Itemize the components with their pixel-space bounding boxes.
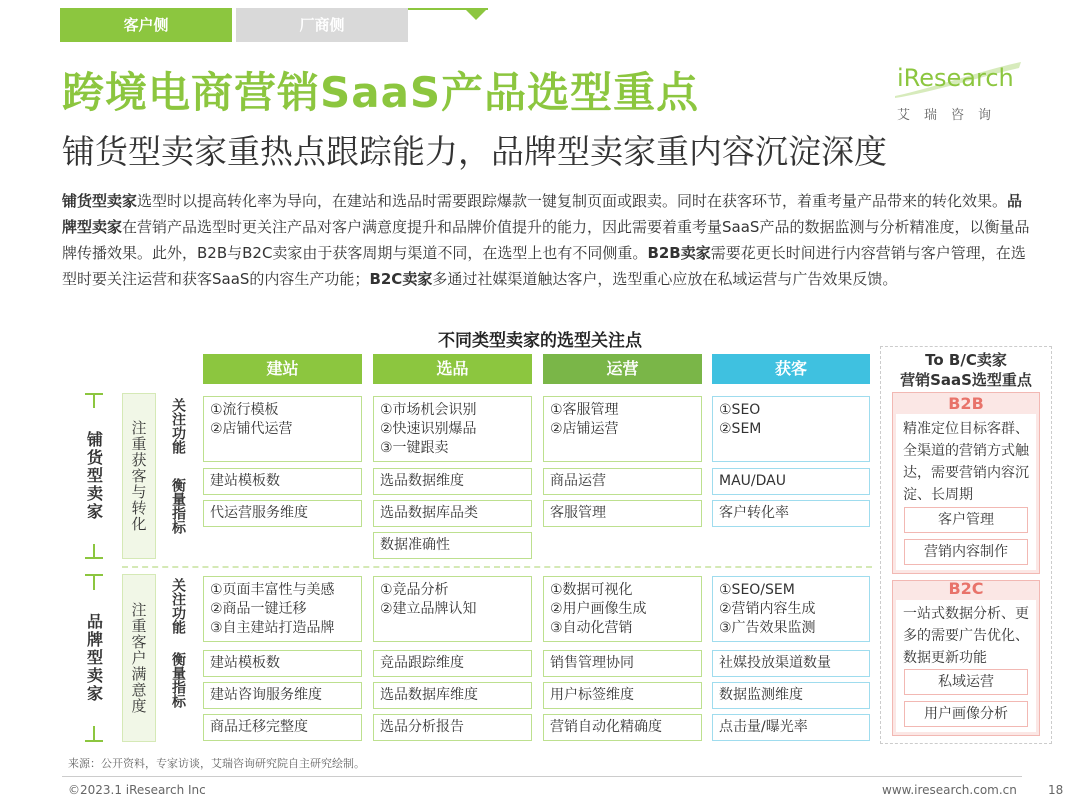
tab-vendor[interactable]: 厂商侧 xyxy=(236,8,408,42)
footer-copyright: ©2023.1 iResearch Inc xyxy=(68,783,206,797)
footer-website: www.iresearch.com.cn xyxy=(882,783,1017,797)
row2-bracket-top xyxy=(85,574,103,576)
row-divider xyxy=(122,566,872,568)
row2-features-xuanpin xyxy=(373,576,532,642)
row1-bracket-bottom xyxy=(85,557,103,559)
metric-cell: 社媒投放渠道数量 xyxy=(712,650,870,677)
row1-attention-label: 关注功能 xyxy=(170,398,186,454)
feature-item: ①数据可视化 xyxy=(550,582,633,598)
para-bold-1: 铺货型卖家 xyxy=(62,192,138,210)
side-title-line1: To B/C卖家 xyxy=(925,351,1007,369)
feature-item: ③自主建站打造品牌 xyxy=(210,620,335,636)
row1-bracket-top xyxy=(85,393,103,395)
intro-paragraph xyxy=(62,188,1030,292)
row2-label: 品牌型卖家 xyxy=(84,613,104,703)
para-bold-3: B2B卖家 xyxy=(647,244,711,262)
row2-metric-label: 衡量指标 xyxy=(170,652,186,708)
tab-arrow-icon xyxy=(466,10,486,20)
metric-cell: 建站模板数 xyxy=(203,468,362,495)
row2-features-jianzhan xyxy=(203,576,362,642)
metric-cell: 选品数据库品类 xyxy=(373,500,532,527)
page-subtitle: 铺货型卖家重热点跟踪能力，品牌型卖家重内容沉淀深度 xyxy=(62,132,887,171)
b2c-head: B2C xyxy=(948,579,984,598)
col-head-jianzhan: 建站 xyxy=(203,354,362,384)
feature-item: ①SEO xyxy=(719,402,761,418)
row1-features-huoke xyxy=(712,396,870,462)
logo-subtext: 艾瑞咨询 xyxy=(897,108,1006,123)
para-bold-4: B2C卖家 xyxy=(369,270,433,288)
row2-attention xyxy=(164,578,192,644)
row2-attention-label: 关注功能 xyxy=(170,578,186,634)
row1-attention xyxy=(164,398,192,462)
b2b-tag-customer-mgmt: 客户管理 xyxy=(904,507,1028,533)
tab-client[interactable]: 客户侧 xyxy=(60,8,232,42)
feature-item: ③广告效果监测 xyxy=(719,620,816,636)
metric-cell: 选品数据库维度 xyxy=(373,682,532,709)
metric-cell: MAU/DAU xyxy=(712,468,870,495)
b2c-tag-persona: 用户画像分析 xyxy=(904,701,1028,727)
iresearch-logo xyxy=(893,60,1023,100)
feature-item: ②商品一键迁移 xyxy=(210,601,307,617)
row1-focus-label: 注重获客与转化 xyxy=(129,420,148,532)
para-text-1: 选型时以提高转化率为导向，在建站和选品时需要跟踪爆款一键复制页面或跟卖。同时在获客环节，着重考量产品带来的转化效果。 xyxy=(137,192,1008,210)
feature-item: ①市场机会识别 xyxy=(380,402,477,418)
feature-item: ③自动化营销 xyxy=(550,620,633,636)
feature-item: ①客服管理 xyxy=(550,402,619,418)
row2-features-huoke xyxy=(712,576,870,642)
feature-item: ①竞品分析 xyxy=(380,582,449,598)
feature-item: ②建立品牌认知 xyxy=(380,601,477,617)
chart-title: 不同类型卖家的选型关注点 xyxy=(438,331,642,351)
row1-features-xuanpin xyxy=(373,396,532,462)
feature-item: ②用户画像生成 xyxy=(550,601,647,617)
metric-cell: 商品运营 xyxy=(543,468,702,495)
row1-label: 铺货型卖家 xyxy=(84,431,104,521)
metric-cell: 客户转化率 xyxy=(712,500,870,527)
metric-cell: 选品分析报告 xyxy=(373,714,532,741)
metric-cell: 选品数据维度 xyxy=(373,468,532,495)
b2b-tag-content: 营销内容制作 xyxy=(904,539,1028,565)
para-text-2: 在营销产品选型时更关注产品对客户满意度提升和品牌价值提升的能力，因此需要着重考量SaaS产品的数据监测与分析精准度，以衡量品牌传播效果。此外，B2B与B2C卖家由于获客周期与渠道不同，在选型上也有不同侧重。 xyxy=(62,218,1030,262)
page-title: 跨境电商营销SaaS产品选型重点 xyxy=(62,68,700,117)
para-bold-2: 品牌型卖家 xyxy=(62,192,1023,236)
footer-source: 来源：公开资料，专家访谈，艾瑞咨询研究院自主研究绘制。 xyxy=(68,757,365,770)
row1-features-jianzhan xyxy=(203,396,362,462)
metric-cell: 建站模板数 xyxy=(203,650,362,677)
row1-features-yunying xyxy=(543,396,702,462)
metric-cell: 数据准确性 xyxy=(373,532,532,559)
feature-item: ②快速识别爆品 xyxy=(380,421,477,437)
row2-features-yunying xyxy=(543,576,702,642)
b2c-tag-private: 私域运营 xyxy=(904,669,1028,695)
feature-item: ①页面丰富性与美感 xyxy=(210,582,335,598)
row2-focus xyxy=(122,574,156,742)
feature-item: ②营销内容生成 xyxy=(719,601,816,617)
metric-cell: 建站咨询服务维度 xyxy=(203,682,362,709)
feature-item: ②店铺运营 xyxy=(550,421,619,437)
metric-cell: 商品迁移完整度 xyxy=(203,714,362,741)
feature-item: ①SEO/SEM xyxy=(719,582,795,598)
footer-page-number: 18 xyxy=(1048,783,1064,797)
col-head-huoke: 获客 xyxy=(712,354,870,384)
metric-cell: 点击量/曝光率 xyxy=(712,714,870,741)
row2-metric xyxy=(164,652,192,732)
metric-cell: 客服管理 xyxy=(543,500,702,527)
col-head-xuanpin: 选品 xyxy=(373,354,532,384)
feature-item: ①流行模板 xyxy=(210,402,279,418)
feature-item: ③一键跟卖 xyxy=(380,440,449,456)
row2-focus-label: 注重客户满意度 xyxy=(129,602,148,714)
logo-text: iResearch xyxy=(897,64,1014,92)
row1-metric-label: 衡量指标 xyxy=(170,478,186,534)
row2-bracket-bottom xyxy=(85,740,103,742)
metric-cell: 销售管理协同 xyxy=(543,650,702,677)
metric-cell: 代运营服务维度 xyxy=(203,500,362,527)
para-text-4: 多通过社媒渠道触达客户，选型重心应放在私域运营与广告效果反馈。 xyxy=(432,270,898,288)
side-title xyxy=(880,350,1052,390)
row1-metric xyxy=(164,478,192,554)
metric-cell: 用户标签维度 xyxy=(543,682,702,709)
side-title-line2: 营销SaaS选型重点 xyxy=(900,371,1032,389)
b2c-text: 一站式数据分析、更多的需要广告优化、数据更新功能 xyxy=(903,606,1029,666)
col-head-yunying: 运营 xyxy=(543,354,702,384)
para-text-3: 需要花更长时间进行内容营销与客户管理，在选型时要关注运营和获客SaaS的内容生产功能； xyxy=(62,244,1026,288)
b2b-text: 精准定位目标客群、全渠道的营销方式触达，需要营销内容沉淀、长周期 xyxy=(903,421,1029,503)
row1-label-wrap xyxy=(84,408,104,544)
feature-item: ②SEM xyxy=(719,421,762,437)
metric-cell: 营销自动化精确度 xyxy=(543,714,702,741)
b2b-head: B2B xyxy=(948,394,984,413)
metric-cell: 竞品跟踪维度 xyxy=(373,650,532,677)
footer-rule xyxy=(62,776,1022,777)
row1-focus xyxy=(122,393,156,559)
feature-item: ②店铺代运营 xyxy=(210,421,293,437)
metric-cell: 数据监测维度 xyxy=(712,682,870,709)
row2-label-wrap xyxy=(84,590,104,726)
